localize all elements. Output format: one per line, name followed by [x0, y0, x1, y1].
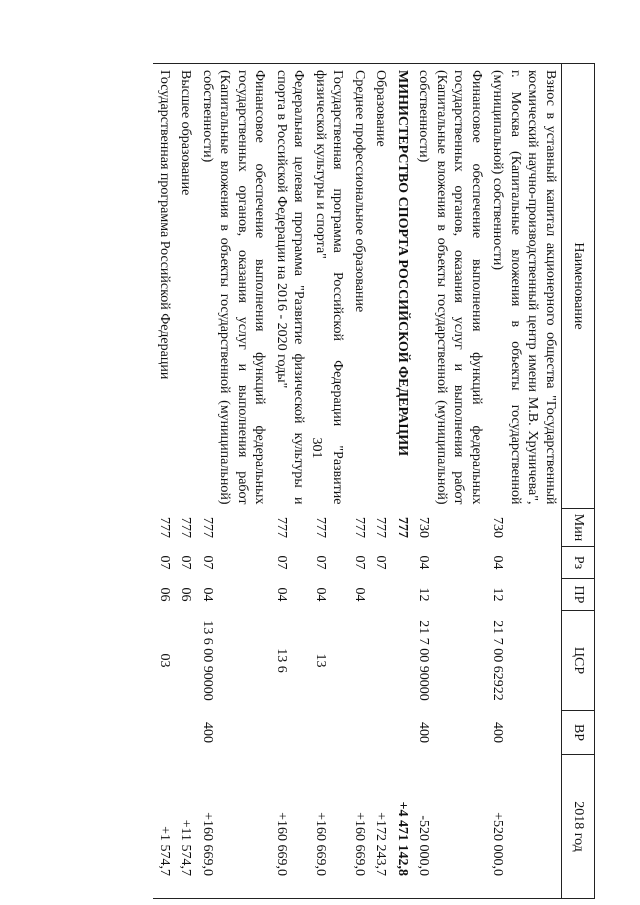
cell-amount: +160 669,0 — [274, 812, 289, 876]
cell-name: Государственная программа Российской Федерации — [157, 70, 172, 380]
cell-name: Взнос в уставный капитал акционерного общества "Государственный космический научно-производственный центр имени М.В. Хруничева", г. Москва (Капитальные вложения в объекты государственной (муниципальной) собственности) — [490, 70, 558, 505]
cell-min: 777 — [274, 517, 289, 538]
cell-rz: 07 — [178, 555, 194, 570]
cell-amount: +520 000,0 — [490, 812, 506, 876]
cell-csr — [370, 611, 392, 711]
cell-name: Финансовое обеспечение выполнения функций федеральных государственных органов, оказания услуг и выполнения работ (Капитальные вложения в объекты государственной (муниципальной) собственности) — [416, 70, 484, 505]
table-row — [413, 64, 487, 899]
header-rz: Рз — [562, 547, 595, 579]
cell-csr — [175, 611, 197, 711]
header-pr: ПР — [562, 579, 595, 611]
cell-vr: 400 — [416, 722, 432, 743]
header-amount: 2018 год — [562, 755, 595, 899]
header-name: Наименование — [562, 64, 595, 509]
cell-csr: 13 6 — [274, 648, 289, 673]
cell-csr: 03 — [157, 653, 172, 668]
cell-rz: 07 — [157, 555, 172, 570]
cell-min: 777 — [313, 517, 328, 538]
cell-min: 777 — [200, 517, 215, 538]
cell-min: 777 — [373, 517, 389, 538]
cell-rz: 04 — [416, 555, 432, 570]
cell-amount: +1 574,7 — [157, 826, 172, 876]
cell-name: Высшее образование — [178, 70, 194, 196]
cell-rz: 07 — [373, 555, 389, 570]
table-row — [370, 64, 392, 899]
cell-csr: 21 7 00 90000 — [416, 620, 432, 701]
cell-vr — [271, 711, 310, 755]
cell-pr: 04 — [352, 587, 367, 602]
cell-min: 777 — [178, 517, 194, 538]
cell-pr: 04 — [313, 587, 328, 602]
header-min: Мин — [562, 509, 595, 547]
cell-name: Образование — [373, 70, 389, 147]
cell-name: Федеральная целевая программа "Развитие физической культуры и спорта в Российской Федерации на 2016 - 2020 годы" — [274, 70, 307, 505]
table-row — [197, 64, 271, 899]
cell-min: 777 — [395, 517, 410, 538]
cell-name: МИНИСТЕРСТВО СПОРТА РОССИЙСКОЙ ФЕДЕРАЦИИ — [395, 70, 410, 457]
cell-csr: 13 — [313, 653, 328, 668]
cell-vr — [310, 711, 349, 755]
cell-pr — [392, 579, 414, 611]
cell-name: Государственная программа Российской Федерации "Развитие физической культуры и спорта" — [313, 70, 346, 505]
cell-min: 730 — [416, 517, 432, 538]
cell-amount: +160 669,0 — [200, 812, 215, 876]
header-csr: ЦСР — [562, 611, 595, 711]
cell-rz: 07 — [352, 555, 367, 570]
cell-amount: +4 471 142,8 — [395, 801, 410, 876]
cell-rz — [392, 547, 414, 579]
cell-pr: 12 — [416, 587, 432, 602]
cell-pr: 04 — [200, 587, 215, 602]
cell-amount: -520 000,0 — [416, 815, 432, 876]
cell-csr: 21 7 00 62922 — [490, 620, 506, 701]
cell-csr: 13 6 00 90000 — [200, 620, 215, 701]
cell-vr — [392, 711, 414, 755]
cell-rz: 07 — [313, 555, 328, 570]
cell-rz: 07 — [200, 555, 215, 570]
cell-min: 730 — [490, 517, 506, 538]
table-row — [271, 64, 310, 899]
cell-amount: +160 669,0 — [352, 812, 367, 876]
table-body — [154, 64, 562, 899]
cell-vr — [370, 711, 392, 755]
cell-vr: 400 — [200, 722, 215, 743]
cell-rz: 07 — [274, 555, 289, 570]
table-row — [310, 64, 349, 899]
cell-vr — [154, 711, 176, 755]
header-vr: ВР — [562, 711, 595, 755]
cell-vr — [175, 711, 197, 755]
table-row — [349, 64, 371, 899]
table-row — [154, 64, 176, 899]
cell-pr: 06 — [157, 587, 172, 602]
cell-amount: +160 669,0 — [313, 812, 328, 876]
cell-pr — [370, 579, 392, 611]
table-row — [487, 64, 562, 899]
budget-table — [154, 63, 596, 899]
cell-min: 777 — [157, 517, 172, 538]
cell-pr: 04 — [274, 587, 289, 602]
cell-vr — [349, 711, 371, 755]
table-header-row — [562, 64, 595, 899]
cell-csr — [349, 611, 371, 711]
cell-pr: 06 — [178, 587, 194, 602]
cell-csr — [392, 611, 414, 711]
page-number: 301 — [309, 437, 324, 459]
cell-name: Финансовое обеспечение выполнения функций федеральных государственных органов, оказания услуг и выполнения работ (Капитальные вложения в объекты государственной (муниципальной) собственности) — [200, 70, 268, 505]
cell-name: Среднее профессиональное образование — [352, 70, 367, 313]
cell-vr: 400 — [490, 722, 506, 743]
rotated-table-container — [65, 63, 595, 898]
cell-min: 777 — [352, 517, 367, 538]
cell-amount: +11 574,7 — [178, 819, 194, 876]
cell-pr: 12 — [490, 587, 506, 602]
cell-rz: 04 — [490, 555, 506, 570]
table-row — [392, 64, 414, 899]
table-row — [175, 64, 197, 899]
cell-amount: +172 243,7 — [373, 812, 389, 876]
